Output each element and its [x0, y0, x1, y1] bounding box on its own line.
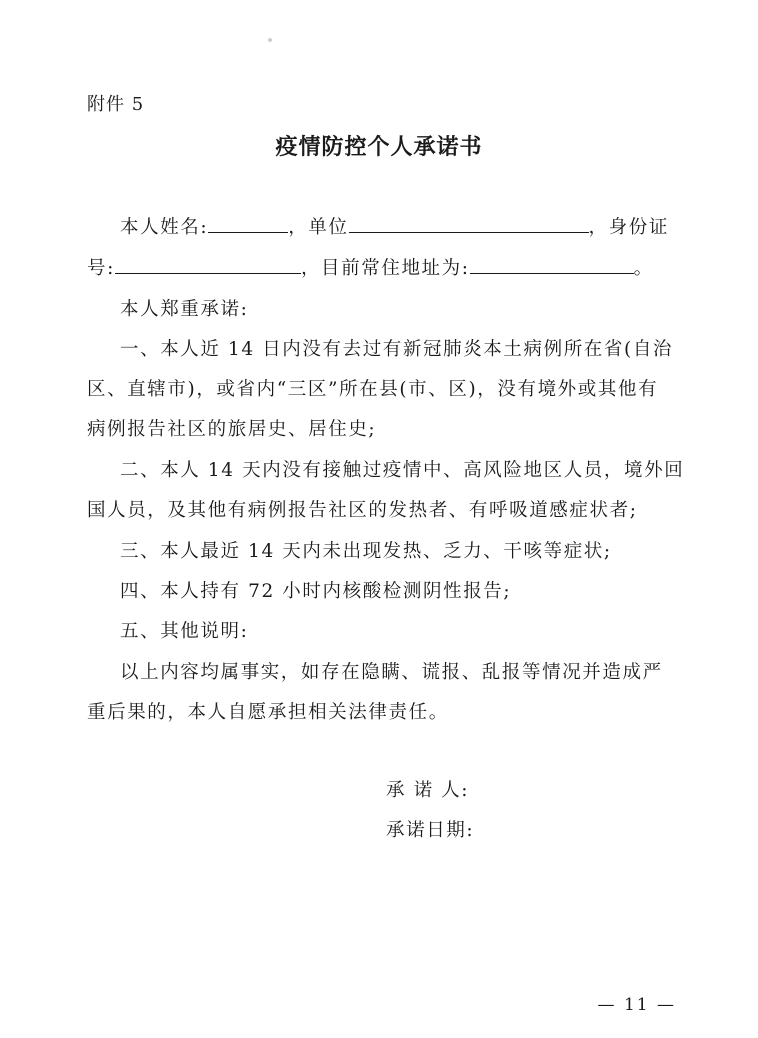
fill-line-1 — [120, 213, 669, 239]
closing-line-2: 重后果的，本人自愿承担相关法律责任。 — [87, 702, 449, 723]
id-label-part1: ，身份证 — [588, 217, 669, 238]
scan-speck — [268, 38, 272, 42]
item-2-line-2: 国人员，及其他有病例报告社区的发热者、有呼吸道感症状者; — [87, 500, 638, 521]
id-blank[interactable] — [115, 255, 301, 274]
item-2-line-1: 二、本人 14 天内没有接触过疫情中、高风险地区人员，境外回 — [120, 460, 685, 481]
item-3-line-1: 三、本人最近 14 天内未出现发热、乏力、干咳等症状; — [120, 541, 612, 562]
item-1-line-2: 区、直辖市)，或省内“三区”所在县(市、区)，没有境外或其他有 — [87, 379, 659, 400]
id-label-part2: 号: — [87, 258, 115, 279]
pledge-intro: 本人郑重承诺: — [120, 299, 249, 320]
name-blank[interactable] — [208, 214, 288, 233]
fill-line-2 — [87, 254, 654, 280]
end-mark: 。 — [633, 258, 654, 279]
document-title: 疫情防控个人承诺书 — [275, 134, 483, 160]
item-5-line-1: 五、其他说明: — [120, 621, 249, 642]
unit-blank[interactable] — [349, 214, 589, 233]
sign-date-label: 承诺日期: — [386, 820, 475, 841]
attachment-label: 附件 5 — [87, 94, 145, 115]
signer-label: 承 诺 人: — [386, 780, 470, 801]
item-1-line-1: 一、本人近 14 日内没有去过有新冠肺炎本土病例所在省(自治 — [120, 339, 674, 360]
address-label: ，目前常住地址为: — [300, 258, 470, 279]
item-4-line-1: 四、本人持有 72 小时内核酸检测阴性报告; — [120, 581, 512, 602]
unit-label: ，单位 — [288, 217, 349, 238]
closing-line-1: 以上内容均属事实，如存在隐瞒、谎报、乱报等情况并造成严 — [120, 662, 663, 683]
page-number: — 11 — — [597, 995, 676, 1015]
item-1-line-3: 病例报告社区的旅居史、居住史; — [87, 419, 377, 440]
address-blank[interactable] — [470, 255, 634, 274]
name-label: 本人姓名: — [120, 217, 209, 238]
